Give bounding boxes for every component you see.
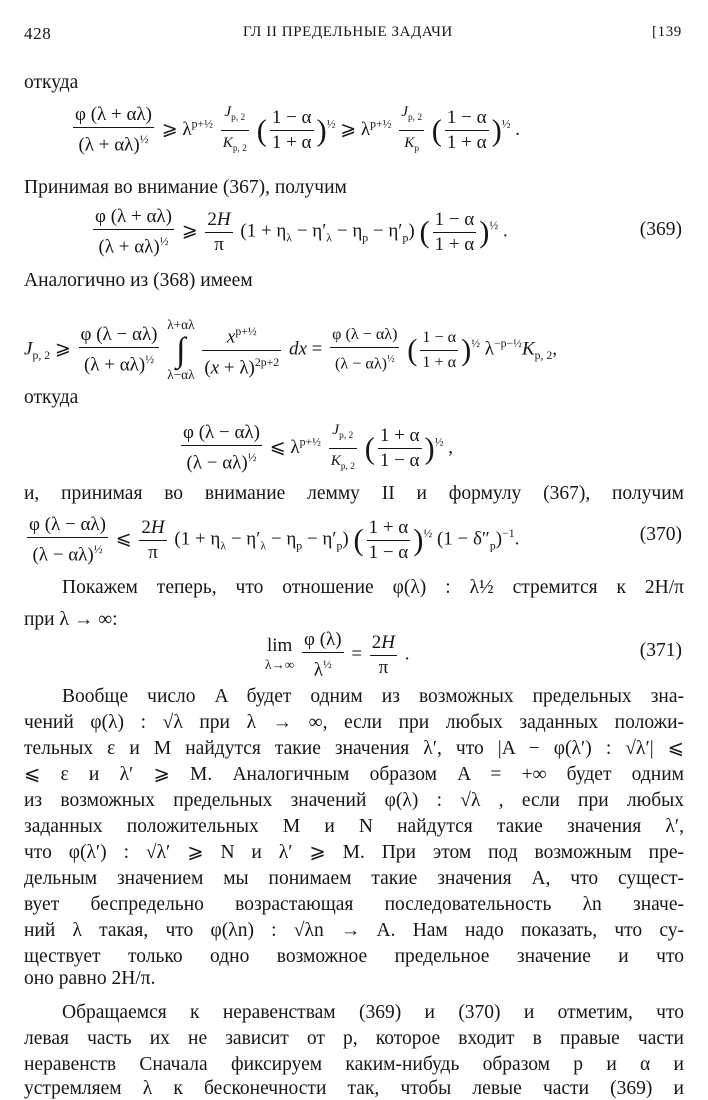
text-pri-lambda: при λ → ∞:: [24, 609, 118, 630]
text-pokazhem: Покажем теперь, что отношение φ(λ) : λ½ стремится к 2H/π: [62, 577, 684, 598]
equation-370: $\frac{\varphi (\lambda - \alpha\lambda)}{(\lambda - \alpha\lambda)^{\frac{1}{2}}}$ ⩽ $\frac{2H}{\pi}$ $(1 + \eta_\lambda - \eta'_\lambda - \eta_p - \eta'_p)$ ( $\frac{1 + \alpha}{1 - \alpha}$ )$^{\frac{1}{2}}$ $(1 - \delta''_p)^{-1}$.: [29, 514, 520, 566]
equation-a: $\frac{\varphi (\lambda + \alpha\lambda)}{(\lambda + \alpha\lambda)^{\frac{1}{2}}}$ ⩾ $\lambda^{p+\frac{1}{2}}$ $\frac{J_{p, 2}}{K_{p, 2}}$ ( $\frac{1 - \alpha}{1 + \alpha}$ )$^{\frac{1}{2}}$ ⩾ $\lambda^{p+\frac{1}{2}}$ $\frac{J_{p, 2}}{K_p}$ ( $\frac{1 - \alpha}{1 + \alpha}$ )$^{\frac{1}{2}}$ .: [70, 100, 520, 161]
para2-line-11: ществует только одно возможное предельное значение и что: [24, 946, 684, 967]
text-analogichno: Аналогично из (368) имеем: [24, 270, 253, 291]
para2-line-7: что φ(λ′) : √λ′ ⩾ N и λ′ ⩾ M. При этом под возможным пре-: [24, 842, 684, 863]
equation-integral: $J_{p, 2}$ ⩾ $\frac{\varphi (\lambda - \alpha\lambda)}{(\lambda + \alpha\lambda)^{\frac{1}{2}}}$ λ+αλ ∫ λ−αλ $\frac{x^{p+\frac{1}{2}}}{(x + \lambda)^{2p+2}}$ dx = $\frac{\varphi (\lambda - \alpha\lambda)}{(\lambda - \alpha\lambda)^{\frac{1}{2}}}$ ( $\frac{1 - \alpha}{1 + \alpha}$ )$^{\frac{1}{2}}$ $\lambda^{-p-\frac{1}{2}}K_{p, 2}$,: [24, 317, 558, 382]
para2-line-2: чений φ(λ) : √λ при λ → ∞, если при любых заданных положи-: [24, 712, 684, 733]
text-prinimaya: Принимая во внимание (367), получим: [24, 177, 347, 198]
equation-number-369: (369): [639, 219, 682, 240]
equation-369: $\frac{\varphi (\lambda + \alpha\lambda)}{(\lambda + \alpha\lambda)^{\frac{1}{2}}}$ ⩾ $\frac{2H}{\pi}$ $(1 + \eta_\lambda - \eta'_\lambda - \eta_p - \eta'_p)$ ( $\frac{1 - \alpha}{1 + \alpha}$ )$^{\frac{1}{2}}$ .: [95, 206, 508, 258]
text-otkuda-2: откуда: [24, 387, 79, 408]
running-title: ГЛ II ПРЕДЕЛЬНЫЕ ЗАДАЧИ: [243, 24, 453, 40]
para2-line-4: ⩽ ε и λ′ ⩾ M. Аналогичным образом A = +∞ будет одним: [24, 764, 684, 785]
margin-mark: [139: [652, 24, 682, 40]
para3-line-2: левая часть их не зависит от p, которое входит в правые части: [24, 1028, 684, 1049]
para2-line-1: Вообще число A будет одним из возможных предельных зна-: [62, 686, 684, 707]
equation-number-371: (371): [639, 640, 682, 661]
text-otkuda-1: откуда: [24, 72, 79, 93]
text-lemma-line: и, принимая во внимание лемму II и формулу (367), получим: [24, 483, 684, 504]
equation-371: lim λ→∞ $\frac{\varphi (\lambda)}{\lambda^{\frac{1}{2}}}$ = $\frac{2H}{\pi}$ .: [265, 629, 410, 681]
para3-line-4: устремляем λ к бесконечности так, чтобы левые части (369) и: [24, 1078, 684, 1099]
para3-line-3: неравенств Сначала фиксируем каким-нибудь образом p и α и: [24, 1054, 684, 1075]
para2-line-10: ний λ такая, что φ(λn) : √λn → A. Нам надо показать, что су-: [24, 920, 684, 941]
para2-line-9: вует беспредельно возрастающая последовательность λn значе-: [24, 894, 684, 915]
para3-line-1: Обращаемся к неравенствам (369) и (370) и отметим, что: [62, 1002, 684, 1023]
para2-line-8: дельным значением мы понимаем такие значения A, что сущест-: [24, 868, 684, 889]
page-number: 428: [24, 24, 52, 43]
para2-line-6: заданных положительных M и N найдутся такие значения λ′,: [24, 816, 684, 837]
equation-number-370: (370): [639, 524, 682, 545]
para2-line-5: из возможных предельных значений φ(λ) : √λ , если при любых: [24, 790, 684, 811]
para2-line-3: тельных ε и M найдутся такие значения λ′, что |A − φ(λ′) : √λ′| ⩽: [24, 738, 684, 759]
para2-line-12: оно равно 2H/π.: [24, 968, 156, 989]
equation-b: $\frac{\varphi (\lambda - \alpha\lambda)}{(\lambda - \alpha\lambda)^{\frac{1}{2}}}$ ⩽ $\lambda^{p+\frac{1}{2}}$ $\frac{J_{p, 2}}{K_{p, 2}}$ ( $\frac{1 + \alpha}{1 - \alpha}$ )$^{\frac{1}{2}}$ ,: [178, 418, 453, 479]
